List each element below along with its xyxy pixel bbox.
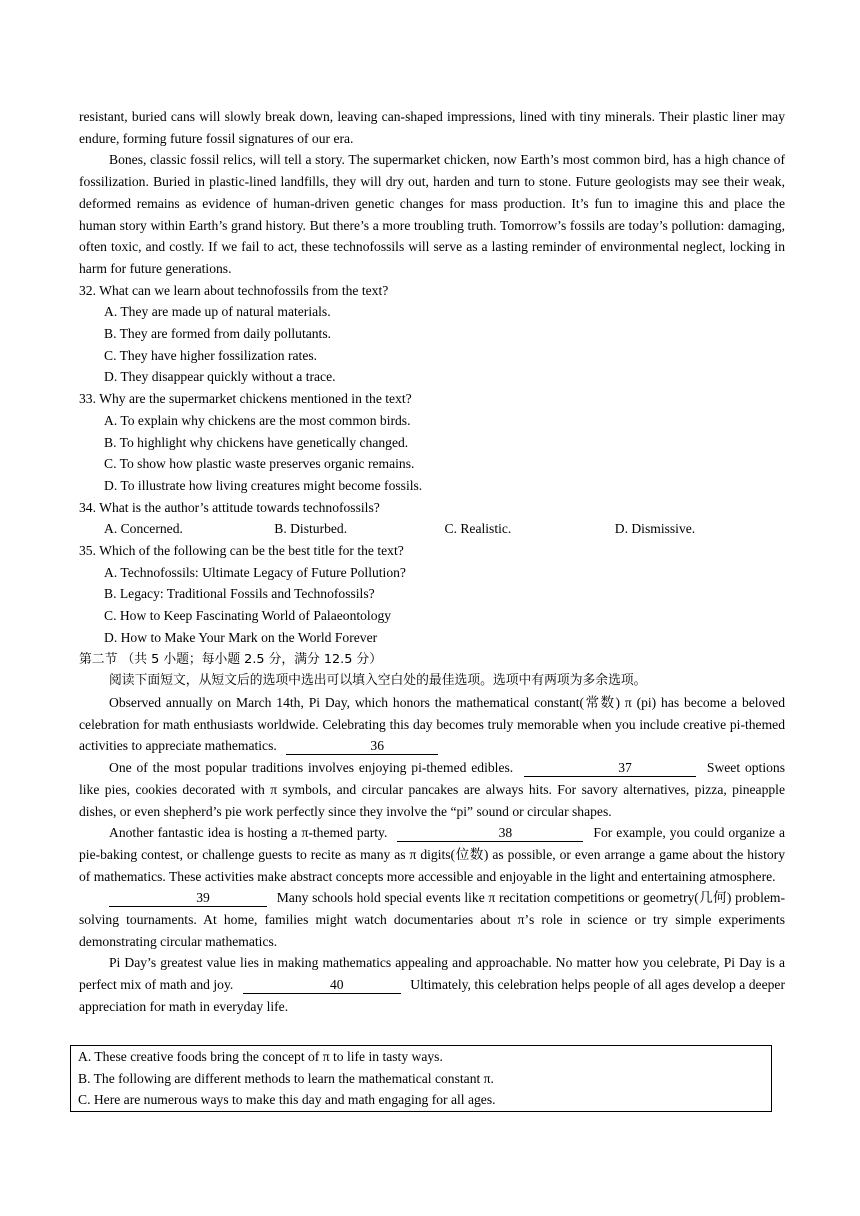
question-stem: 34. What is the author’s attitude towards technofossils? xyxy=(79,499,380,515)
section-heading: 第二节 （共 5 小题；每小题 2.5 分，满分 12.5 分） xyxy=(79,651,383,667)
option-d: D. They disappear quickly without a trace. xyxy=(104,369,336,385)
paragraph-text: Sweet options like pies, cookies decorated with π symbols, and circular pancakes are always hits. For savory alternatives, pizza, pineapple dishes, or even shepherd’s pie work perfectly since they involve the “pi” sound or circular shapes. xyxy=(79,760,785,819)
question-35 xyxy=(79,540,785,649)
blank-39: 39 xyxy=(109,890,267,907)
options-row xyxy=(104,518,785,540)
blank-40: 40 xyxy=(243,977,401,994)
option-d: D. To illustrate how living creatures might become fossils. xyxy=(104,477,423,493)
option-c: C. They have higher fossilization rates. xyxy=(104,347,318,363)
exam-page xyxy=(79,106,785,1018)
pi-paragraph-5 xyxy=(79,952,785,1017)
pi-paragraph-3 xyxy=(79,822,785,887)
box-option-c: C. Here are numerous ways to make this day and math engaging for all ages. xyxy=(78,1092,496,1108)
question-34 xyxy=(79,497,785,540)
paragraph-text: One of the most popular traditions involves enjoying pi-themed edibles. xyxy=(109,760,514,776)
option-d: D. Dismissive. xyxy=(614,521,696,537)
answer-options-box xyxy=(70,1045,772,1112)
option-c: C. Realistic. xyxy=(444,521,512,537)
option-c: C. To show how plastic waste preserves organic remains. xyxy=(104,456,415,472)
paragraph-text: Ultimately, this celebration helps people of all ages develop a deeper appreciation for math in everyday life. xyxy=(79,977,785,1014)
blank-38: 38 xyxy=(397,825,583,842)
option-a: A. Concerned. xyxy=(104,521,183,537)
pi-paragraph-2 xyxy=(79,757,785,822)
option-a: A. To explain why chickens are the most common birds. xyxy=(104,412,411,428)
box-option-a: A. These creative foods bring the concept of π to life in tasty ways. xyxy=(78,1049,443,1064)
option-a: A. Technofossils: Ultimate Legacy of Future Pollution? xyxy=(104,564,406,580)
blank-36: 36 xyxy=(286,738,438,755)
option-b: B. They are formed from daily pollutants. xyxy=(104,326,332,342)
section-instruction: 阅读下面短文，从短文后的选项中选出可以填入空白处的最佳选项。选项中有两项为多余选项。 xyxy=(109,673,647,689)
paragraph-text: Another fantastic idea is hosting a π-themed party. xyxy=(109,825,388,841)
paragraph-text: Pi Day’s greatest value lies in making mathematics appealing and approachable. No matter how you celebrate, Pi Day is a perfect mix of math and joy. xyxy=(79,955,785,993)
option-d: D. How to Make Your Mark on the World Forever xyxy=(104,629,378,645)
paragraph-text: Many schools hold special events like π recitation competitions or geometry(几何) problem-solving tournaments. At home, families might watch documentaries about π’s role in science or try simple experiments demonstrating circular mathematics. xyxy=(79,890,785,949)
option-b: B. Legacy: Traditional Fossils and Technofossils? xyxy=(104,586,375,602)
box-option-b: B. The following are different methods to learn the mathematical constant π. xyxy=(78,1070,494,1086)
question-33 xyxy=(79,388,785,497)
option-c: C. How to Keep Fascinating World of Palaeontology xyxy=(104,608,392,624)
passage-paragraph: resistant, buried cans will slowly break down, leaving can-shaped impressions, lined with tiny minerals. Their plastic liner may endure, forming future fossil signatures of our era. xyxy=(79,109,785,146)
option-b: B. Disturbed. xyxy=(274,521,348,537)
question-stem: 33. Why are the supermarket chickens mentioned in the text? xyxy=(79,391,412,407)
option-a: A. They are made up of natural materials. xyxy=(104,304,331,320)
pi-paragraph-1 xyxy=(79,692,785,757)
pi-paragraph-4 xyxy=(79,887,785,952)
question-stem: 32. What can we learn about technofossils from the text? xyxy=(79,282,389,298)
paragraph-text: For example, you could organize a pie-baking contest, or challenge guests to recite as many as π digits(位数) as possible, or even arrange a game about the history of mathematics. These activities make abstract concepts more accessible and enjoyable in the light and entertaining atmosphere. xyxy=(79,825,786,884)
question-32 xyxy=(79,280,785,389)
question-stem: 35. Which of the following can be the best title for the text? xyxy=(79,543,404,559)
blank-37: 37 xyxy=(524,760,696,777)
paragraph-text: Observed annually on March 14th, Pi Day, which honors the mathematical constant(常数) π (pi) has become a beloved celebration for math enthusiasts worldwide. Celebrating this day becomes truly memorable when you include creative pi-themed activities to appreciate mathematics. xyxy=(79,694,785,754)
passage-paragraph: Bones, classic fossil relics, will tell a story. The supermarket chicken, now Earth’s most common bird, has a high chance of fossilization. Buried in plastic-lined landfills, they will dry out, harden and turn to stone. Future geologists may see their weak, deformed remains as evidence of human-driven genetic changes for mass production. It’s fun to imagine this and place the human story within Earth’s grand history. But there’s a more troubling truth. Tomorrow’s fossils are today’s pollution: damaging, often toxic, and costly. If we fail to act, these technofossils will serve as a lasting reminder of environmental neglect, locking in harm for future generations. xyxy=(79,152,785,276)
option-b: B. To highlight why chickens have genetically changed. xyxy=(104,434,409,450)
